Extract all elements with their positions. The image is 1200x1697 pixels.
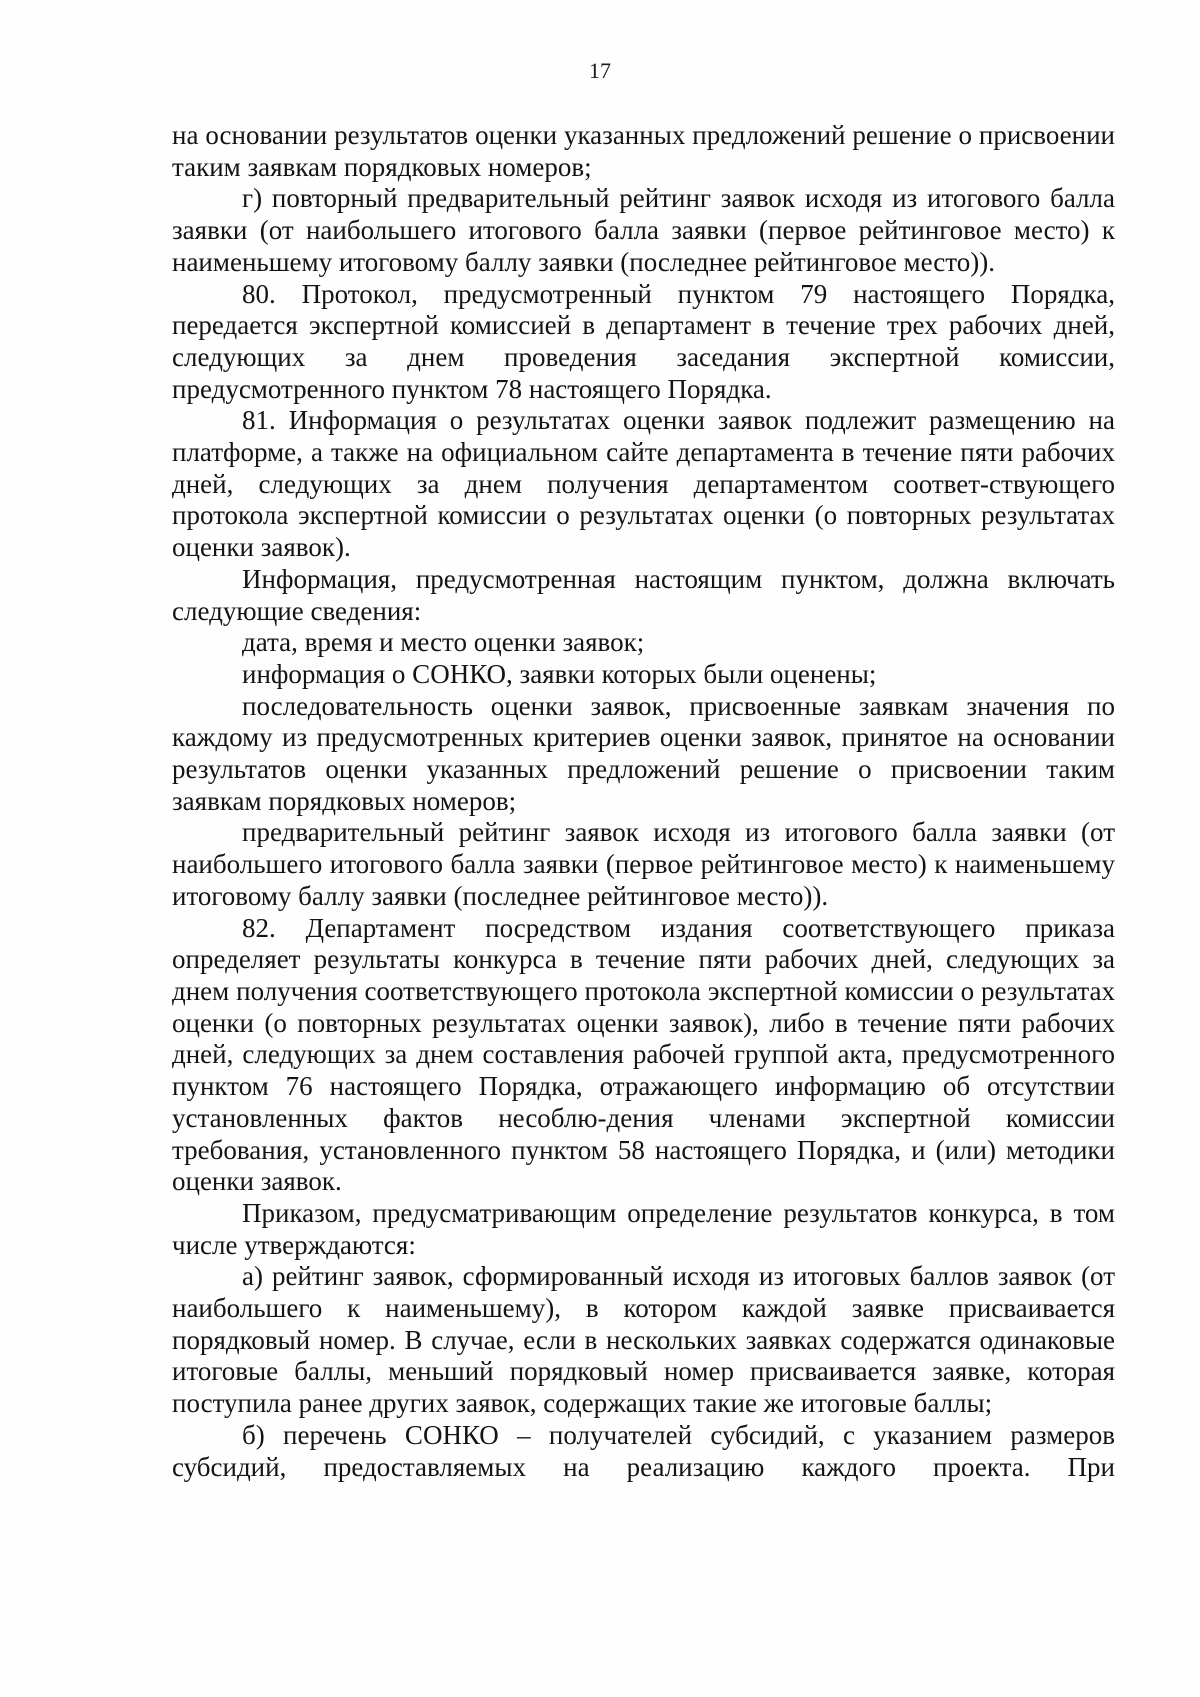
paragraph-order-intro: Приказом, предусматривающим определение результатов конкурса, в том числе утверждаются: [172, 1197, 1115, 1260]
paragraph-info-intro: Информация, предусмотренная настоящим пунктом, должна включать следующие сведения: [172, 563, 1115, 626]
paragraph-item-a: а) рейтинг заявок, сформированный исходя из итоговых баллов заявок (от наибольшего к наименьшему), в котором каждой заявке присваивается порядковый номер. В случае, если в нескольких заявках содержатся одинаковые итоговые баллы, меньший порядковый номер присваивается заявке, которая поступила ранее других заявок, содержащих такие же итоговые баллы; [172, 1261, 1115, 1419]
paragraph-info-rating: предварительный рейтинг заявок исходя из итогового балла заявки (от наибольшего итогового балла заявки (первое рейтинговое место) к наименьшему итоговому баллу заявки (последнее рейтинговое место)). [172, 817, 1115, 911]
page-number: 17 [589, 58, 611, 83]
paragraph-clause-80: 80. Протокол, предусмотренный пунктом 79 настоящего Порядка, передается экспертной комиссией в департамент в течение трех рабочих дней, следующих за днем проведения заседания экспертной комиссии, предусмотренного пунктом 78 настоящего Порядка. [172, 278, 1115, 404]
paragraph-info-sequence: последовательность оценки заявок, присвоенные заявкам значения по каждому из предусмотренных критериев оценки заявок, принятое на основании результатов оценки указанных предложений решение о присвоении таким заявкам порядковых номеров; [172, 690, 1115, 816]
paragraph-info-date: дата, время и место оценки заявок; [242, 627, 645, 658]
paragraph-item-g: г) повторный предварительный рейтинг заявок исходя из итогового балла заявки (от наибольшего итогового балла заявки (первое рейтинговое место) к наименьшему итоговому баллу заявки (последнее рейтинговое место)). [172, 183, 1115, 277]
paragraph-clause-81: 81. Информация о результатах оценки заявок подлежит размещению на платформе, а также на официальном сайте департамента в течение пяти рабочих дней, следующих за днем получения департаментом соответ-ствующего протокола экспертной комиссии о результатах оценки (о повторных результатах оценки заявок). [172, 405, 1115, 563]
paragraph-info-sonko: информация о СОНКО, заявки которых были оценены; [242, 658, 877, 689]
document-body [172, 120, 1115, 1483]
paragraph-continuation: на основании результатов оценки указанных предложений решение о присвоении таким заявкам порядковых номеров; [172, 120, 1115, 182]
paragraph-clause-82: 82. Департамент посредством издания соответствующего приказа определяет результаты конкурса в течение пяти рабочих дней, следующих за днем получения соответствующего протокола экспертной комиссии о результатах оценки (о повторных результатах оценки заявок), либо в течение пяти рабочих дней, следующих за днем составления рабочей группой акта, предусмотренного пунктом 76 настоящего Порядка, отражающего информацию об отсутствии установленных фактов несоблю-дения членами экспертной комиссии требования, установленного пунктом 58 настоящего Порядка, и (или) методики оценки заявок. [172, 912, 1115, 1197]
paragraph-item-b: б) перечень СОНКО – получателей субсидий, с указанием размеров субсидий, предоставляемых на реализацию каждого проекта. При [172, 1419, 1115, 1482]
